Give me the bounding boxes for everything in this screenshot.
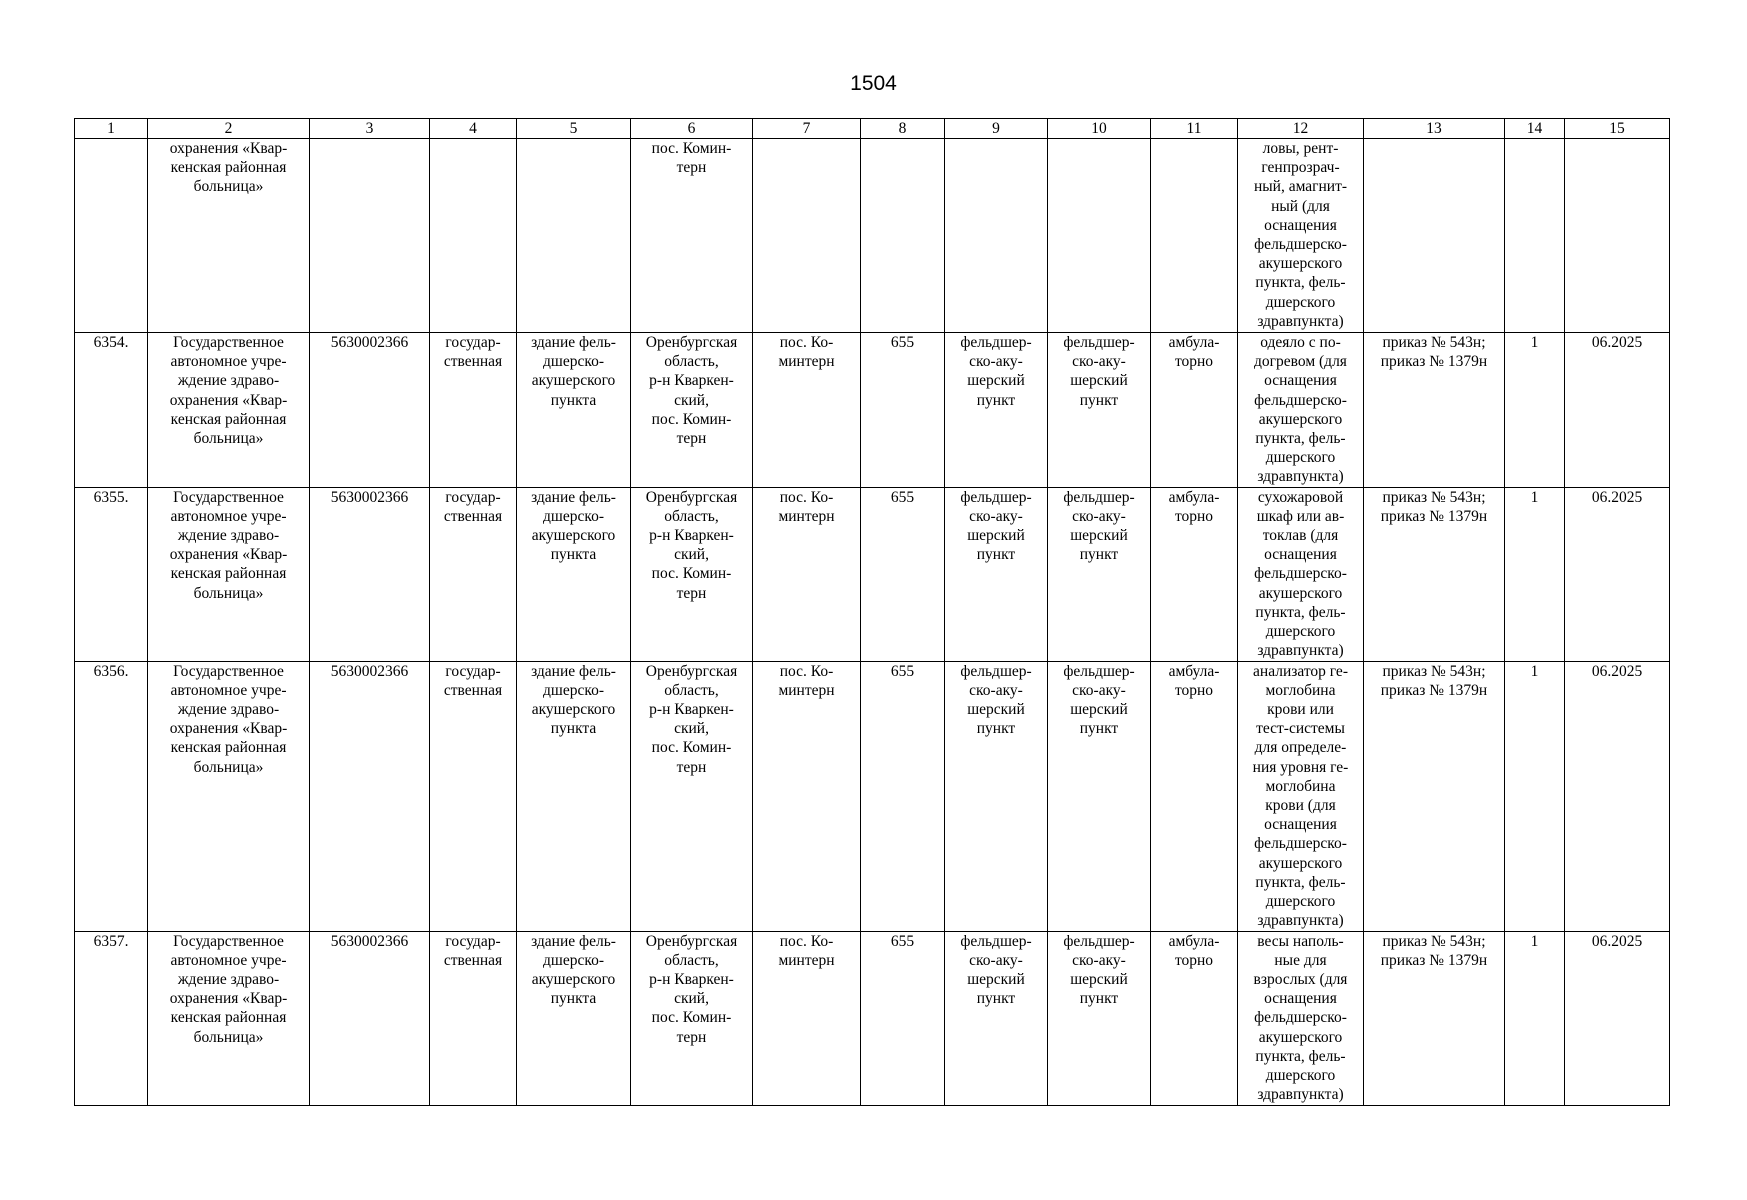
settlement-cell [753, 487, 861, 661]
table-row [75, 931, 1670, 1105]
cell-text: 655 [890, 662, 915, 680]
cell-text: ловы, рент- генпрозрач- ный, амагнит- ный (для оснащения фельдшерско- акушерского пункта, фель- дшерского здравпункта) [1253, 140, 1348, 330]
cell-text: 655 [890, 334, 915, 351]
cell-text: Государственное автономное учре- ждение здраво- охранения «Квар- кенская районная больница» [169, 334, 288, 448]
cell-text: 06.2025 [1591, 488, 1643, 506]
cell-text: здание фель- дшерско- акушерского пункта [531, 334, 616, 409]
address-cell [631, 931, 753, 1105]
cell-text: 6357. [93, 932, 129, 950]
cell-text: анализатор ге- моглобина крови или тест-системы для определе- ния уровня ге- моглобина крови (для оснащения фельдшерско- акушерского пункта, фель- дшерского здравпункта) [1252, 662, 1349, 930]
ownership-form-cell [430, 487, 517, 661]
facility-type-cell [945, 487, 1048, 661]
building-cell [517, 931, 631, 1105]
cell-text: государ- ственная [443, 932, 503, 969]
row-number-cell [75, 931, 148, 1105]
organization-name-cell [148, 661, 310, 931]
cell-text: 1 [1530, 932, 1539, 950]
deadline-cell [1565, 487, 1670, 661]
column-header: 1 [75, 119, 148, 139]
cell-text: фельдшер- ско-аку- шерский пункт [1063, 334, 1135, 409]
row-number-cell [75, 139, 148, 333]
settlement-cell [753, 931, 861, 1105]
cell-text: 6356. [93, 662, 129, 680]
care-form-cell [1151, 333, 1238, 488]
cell-text: амбула- торно [1168, 334, 1220, 371]
cell-text: фельдшер- ско-аку- шерский пункт [960, 488, 1032, 564]
quantity-cell [1505, 333, 1565, 488]
cell-text: здание фель- дшерско- акушерского пункта [531, 662, 616, 738]
cell-text: Государственное автономное учре- ждение здраво- охранения «Квар- кенская районная больница» [169, 488, 288, 602]
cell-text: Государственное автономное учре- ждение здраво- охранения «Квар- кенская районная больница» [169, 932, 288, 1046]
care-form-cell [1151, 931, 1238, 1105]
deadline-cell [1565, 333, 1670, 488]
equipment-cell [1238, 661, 1364, 931]
regulation-cell [1364, 139, 1505, 333]
cell-text: 5630002366 [330, 488, 409, 506]
ownership-form-cell [430, 931, 517, 1105]
cell-text: государ- ственная [443, 334, 503, 371]
cell-text: 5630002366 [330, 662, 409, 680]
quantity-cell [1505, 487, 1565, 661]
quantity-cell [1505, 661, 1565, 931]
cell-text: Государственное автономное учре- ждение здраво- охранения «Квар- кенская районная больница» [169, 662, 288, 776]
row-number-cell [75, 333, 148, 488]
settlement-code-cell [861, 661, 945, 931]
facility-type-cell [945, 139, 1048, 333]
facility-type-cell [945, 333, 1048, 488]
cell-text: пос. Ко- минтерн [778, 488, 835, 525]
organization-name-cell [148, 139, 310, 333]
building-cell [517, 333, 631, 488]
cell-text: фельдшер- ско-аку- шерский пункт [960, 334, 1032, 409]
settlement-cell [753, 333, 861, 488]
cell-text: пос. Ко- минтерн [778, 334, 835, 371]
quantity-cell [1505, 931, 1565, 1105]
care-form-cell [1151, 139, 1238, 333]
settlement-code-cell [861, 487, 945, 661]
column-header: 14 [1505, 119, 1565, 139]
cell-text: пос. Ко- минтерн [778, 932, 835, 969]
cell-text: весы наполь- ные для взрослых (для оснащения фельдшерско- акушерского пункта, фель- дшерского здравпункта) [1253, 932, 1348, 1104]
cell-text: фельдшер- ско-аку- шерский пункт [1063, 662, 1135, 738]
column-number-header-row [75, 119, 1670, 139]
column-header: 6 [631, 119, 753, 139]
equipment-cell [1238, 333, 1364, 488]
table-row [75, 139, 1670, 333]
address-cell [631, 487, 753, 661]
deadline-cell [1565, 661, 1670, 931]
cell-text: амбула- торно [1168, 932, 1220, 969]
facility-subtype-cell [1048, 139, 1151, 333]
inn-cell [310, 333, 430, 488]
cell-text: государ- ственная [443, 662, 503, 699]
row-number-cell [75, 487, 148, 661]
cell-text: фельдшер- ско-аку- шерский пункт [960, 932, 1032, 1008]
facility-subtype-cell [1048, 333, 1151, 488]
cell-text: 6354. [93, 334, 129, 351]
settlement-code-cell [861, 333, 945, 488]
cell-text: пос. Ко- минтерн [778, 662, 835, 699]
cell-text: 1 [1530, 334, 1539, 351]
cell-text: сухожаровой шкаф или ав- токлав (для оснащения фельдшерско- акушерского пункта, фель- дшерского здравпункта) [1254, 488, 1347, 660]
address-cell [631, 661, 753, 931]
cell-text: приказ № 543н; приказ № 1379н [1380, 488, 1488, 525]
building-cell [517, 139, 631, 333]
column-header: 4 [430, 119, 517, 139]
organization-name-cell [148, 487, 310, 661]
organization-name-cell [148, 333, 310, 488]
cell-text: фельдшер- ско-аку- шерский пункт [1063, 488, 1135, 564]
cell-text: 6355. [93, 488, 129, 506]
page-number: 1504 [850, 72, 897, 95]
cell-text: здание фель- дшерско- акушерского пункта [531, 488, 616, 564]
regulation-cell [1364, 931, 1505, 1105]
cell-text: государ- ственная [443, 488, 503, 525]
cell-text: амбула- торно [1168, 662, 1220, 699]
cell-text: амбула- торно [1168, 488, 1220, 525]
cell-text: 1 [1530, 662, 1539, 680]
regulation-cell [1364, 487, 1505, 661]
quantity-cell [1505, 139, 1565, 333]
column-header: 11 [1151, 119, 1238, 139]
organization-name-cell [148, 931, 310, 1105]
deadline-cell [1565, 139, 1670, 333]
inn-cell [310, 661, 430, 931]
table-row [75, 333, 1670, 488]
settlement-cell [753, 139, 861, 333]
regulation-cell [1364, 661, 1505, 931]
inn-cell [310, 487, 430, 661]
cell-text: фельдшер- ско-аку- шерский пункт [1063, 932, 1135, 1008]
column-header: 9 [945, 119, 1048, 139]
inn-cell [310, 139, 430, 333]
ownership-form-cell [430, 333, 517, 488]
cell-text: 06.2025 [1591, 932, 1643, 950]
column-header: 3 [310, 119, 430, 139]
cell-text: здание фель- дшерско- акушерского пункта [531, 932, 616, 1008]
column-header: 10 [1048, 119, 1151, 139]
address-cell [631, 139, 753, 333]
building-cell [517, 661, 631, 931]
column-header: 13 [1364, 119, 1505, 139]
cell-text: 655 [890, 488, 915, 506]
cell-text: 5630002366 [330, 334, 409, 351]
cell-text: Оренбургская область, р-н Кваркен- ский, пос. Комин- терн [645, 662, 738, 776]
cell-text: пос. Комин- терн [651, 140, 732, 177]
ownership-form-cell [430, 661, 517, 931]
row-number-cell [75, 661, 148, 931]
cell-text: приказ № 543н; приказ № 1379н [1380, 662, 1488, 699]
care-form-cell [1151, 661, 1238, 931]
facility-subtype-cell [1048, 487, 1151, 661]
regulation-cell [1364, 333, 1505, 488]
cell-text: Оренбургская область, р-н Кваркен- ский, пос. Комин- терн [645, 488, 738, 602]
settlement-cell [753, 661, 861, 931]
table-row [75, 487, 1670, 661]
equipment-cell [1238, 487, 1364, 661]
inn-cell [310, 931, 430, 1105]
cell-text: приказ № 543н; приказ № 1379н [1380, 334, 1488, 371]
cell-text: охранения «Квар- кенская районная больница» [169, 140, 288, 196]
facility-type-cell [945, 931, 1048, 1105]
cell-text: Оренбургская область, р-н Кваркен- ский, пос. Комин- терн [645, 932, 738, 1046]
table-row [75, 661, 1670, 931]
facility-subtype-cell [1048, 931, 1151, 1105]
building-cell [517, 487, 631, 661]
cell-text: 1 [1530, 488, 1539, 506]
ownership-form-cell [430, 139, 517, 333]
cell-text: одеяло с по- догревом (для оснащения фельдшерско- акушерского пункта, фель- дшерского здравпункта) [1254, 334, 1347, 486]
settlement-code-cell [861, 139, 945, 333]
address-cell [631, 333, 753, 488]
cell-text: 5630002366 [330, 932, 409, 950]
care-form-cell [1151, 487, 1238, 661]
cell-text: 06.2025 [1591, 334, 1643, 351]
column-header: 2 [148, 119, 310, 139]
registry-table [74, 118, 1670, 1106]
equipment-cell [1238, 139, 1364, 333]
column-header: 8 [861, 119, 945, 139]
facility-subtype-cell [1048, 661, 1151, 931]
column-header: 12 [1238, 119, 1364, 139]
column-header: 15 [1565, 119, 1670, 139]
table-body [75, 139, 1670, 1106]
cell-text: фельдшер- ско-аку- шерский пункт [960, 662, 1032, 738]
facility-type-cell [945, 661, 1048, 931]
cell-text: Оренбургская область, р-н Кваркен- ский, пос. Комин- терн [645, 334, 738, 448]
deadline-cell [1565, 931, 1670, 1105]
column-header: 5 [517, 119, 631, 139]
equipment-cell [1238, 931, 1364, 1105]
settlement-code-cell [861, 931, 945, 1105]
cell-text: 655 [890, 932, 915, 950]
column-header: 7 [753, 119, 861, 139]
cell-text: 06.2025 [1591, 662, 1643, 680]
cell-text: приказ № 543н; приказ № 1379н [1380, 932, 1488, 969]
